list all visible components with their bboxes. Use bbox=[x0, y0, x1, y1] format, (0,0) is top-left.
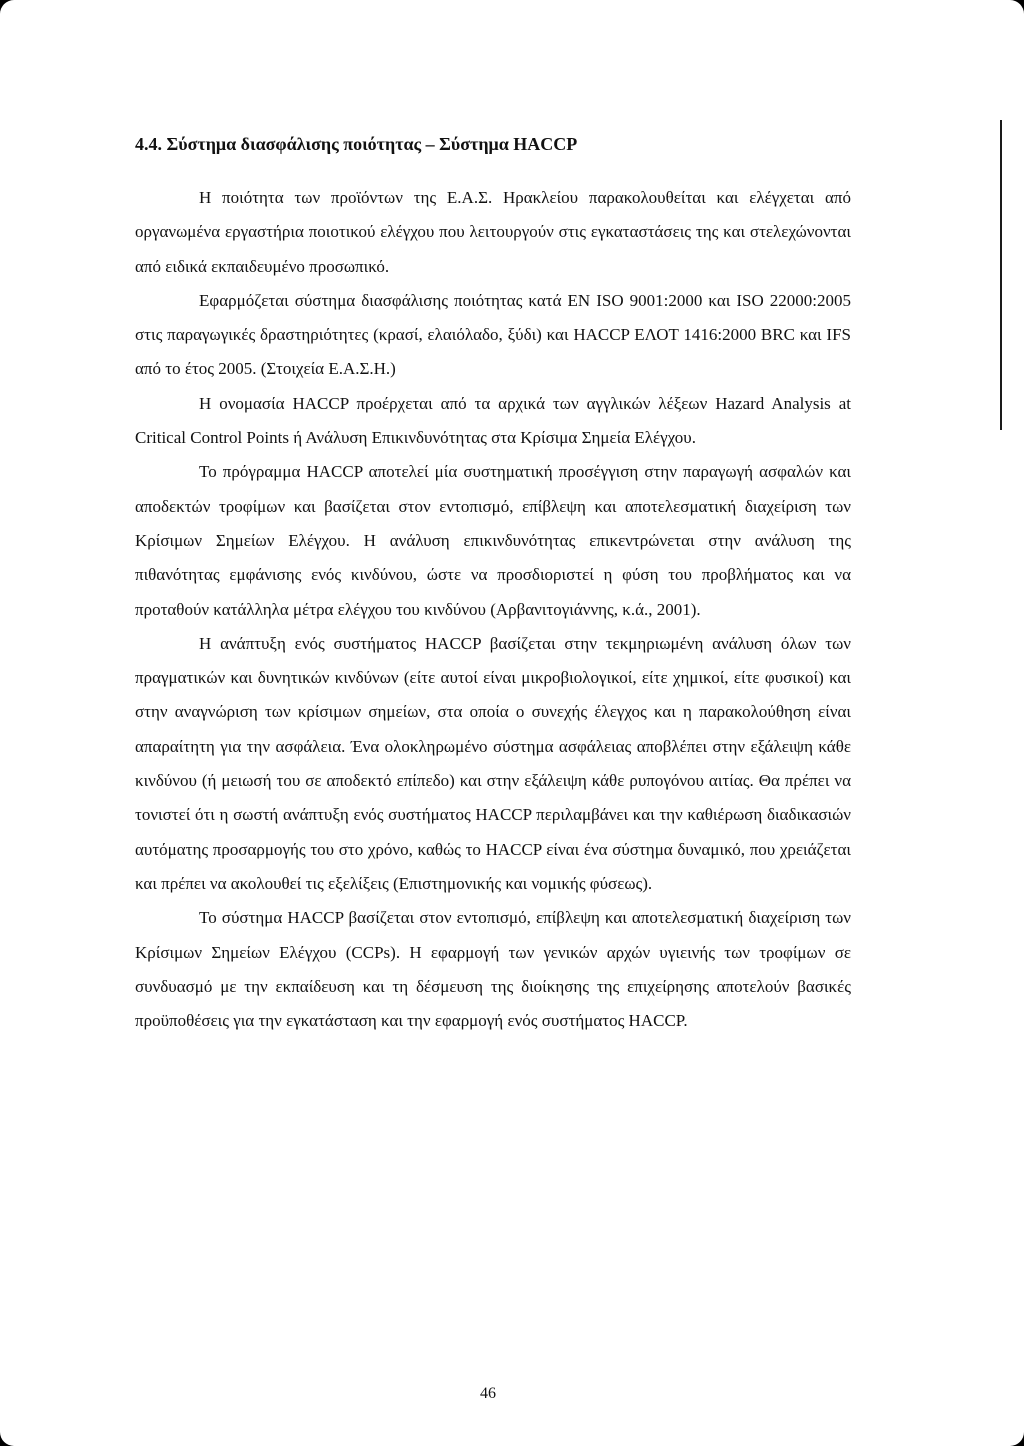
paragraph-5: Η ανάπτυξη ενός συστήματος HACCP βασίζεται στην τεκμηριωμένη ανάλυση όλων των πραγματικών και δυνητικών κινδύνων (είτε αυτοί είναι μικροβιολογικοί, είτε χημικοί, είτε φυσικοί) και στην αναγνώριση των κρίσιμων σημείων, στα οποία ο συνεχής έλεγχος και η παρακολούθηση είναι απαραίτητη για την ασφάλεια. Ένα ολοκληρωμένο σύστημα ασφάλειας αποβλέπει στην εξάλειψη κάθε κινδύνου (ή μειωσή του σε αποδεκτό επίπεδο) και στην εξάλειψη κάθε ρυπογόνου αιτίας. Θα πρέπει να τονιστεί ότι η σωστή ανάπτυξη ενός συστήματος HACCP περιλαμβάνει και την καθιέρωση διαδικασιών αυτόματης προσαρμογής του στο χρόνο, καθώς το HACCP είναι ένα σύστημα δυναμικό, που χρειάζεται και πρέπει να ακολουθεί τις εξελίξεις (Επιστημονικής και νομικής φύσεως). bbox=[135, 633, 851, 893]
body-text bbox=[135, 181, 851, 1038]
paragraph-4: Το πρόγραμμα HACCP αποτελεί μία συστηματική προσέγγιση στην παραγωγή ασφαλών και αποδεκτών τροφίμων και βασίζεται στον εντοπισμό, επίβλεψη και αποτελεσματική διαχείριση των Κρίσιμων Σημείων Ελέγχου. Η ανάλυση επικινδυνότητας επικεντρώνεται στην ανάλυση της πιθανότητας εμφάνισης ενός κινδύνου, ώστε να προσδιοριστεί η φύση του προβλήματος και να προταθούν κατάλληλα μέτρα ελέγχου του κινδύνου (Αρβανιτογιάννης, κ.ά., 2001). bbox=[135, 462, 851, 619]
paragraph-6: Το σύστημα HACCP βασίζεται στον εντοπισμό, επίβλεψη και αποτελεσματική διαχείριση των Κρίσιμων Σημείων Ελέγχου (CCPs). Η εφαρμογή των γενικών αρχών υγιεινής των τροφίμων σε συνδυασμό με την εκπαίδευση και τη δέσμευση της διοίκησης της επιχείρησης αποτελούν βασικές προϋποθέσεις για την εγκατάσταση και την εφαρμογή ενός συστήματος HACCP. bbox=[135, 908, 851, 1031]
paragraph-3: Η ονομασία HACCP προέρχεται από τα αρχικά των αγγλικών λέξεων Hazard Analysis at Critical Control Points ή Ανάλυση Επικινδυνότητας στα Κρίσιμα Σημεία Ελέγχου. bbox=[135, 393, 851, 448]
paragraph-2: Εφαρμόζεται σύστημα διασφάλισης ποιότητας κατά ΕΝ ISO 9001:2000 και ISO 22000:2005 στις παραγωγικές δραστηριότητες (κρασί, ελαιόλαδο, ξύδι) και HACCP ΕΛΟΤ 1416:2000 BRC και IFS από το έτος 2005. (Στοιχεία Ε.Α.Σ.Η.) bbox=[135, 290, 851, 379]
section-heading: 4.4. Σύστημα διασφάλισης ποιότητας – Σύστημα HACCP bbox=[135, 134, 578, 154]
page-number: 46 bbox=[480, 1385, 496, 1402]
margin-rule bbox=[1000, 120, 1002, 430]
paragraph-1: Η ποιότητα των προϊόντων της Ε.Α.Σ. Ηρακλείου παρακολουθείται και ελέγχεται από οργανωμένα εργαστήρια ποιοτικού ελέγχου που λειτουργούν στις εγκαταστάσεις της και στελεχώνονται από ειδικά εκπαιδευμένο προσωπικό. bbox=[135, 188, 851, 276]
